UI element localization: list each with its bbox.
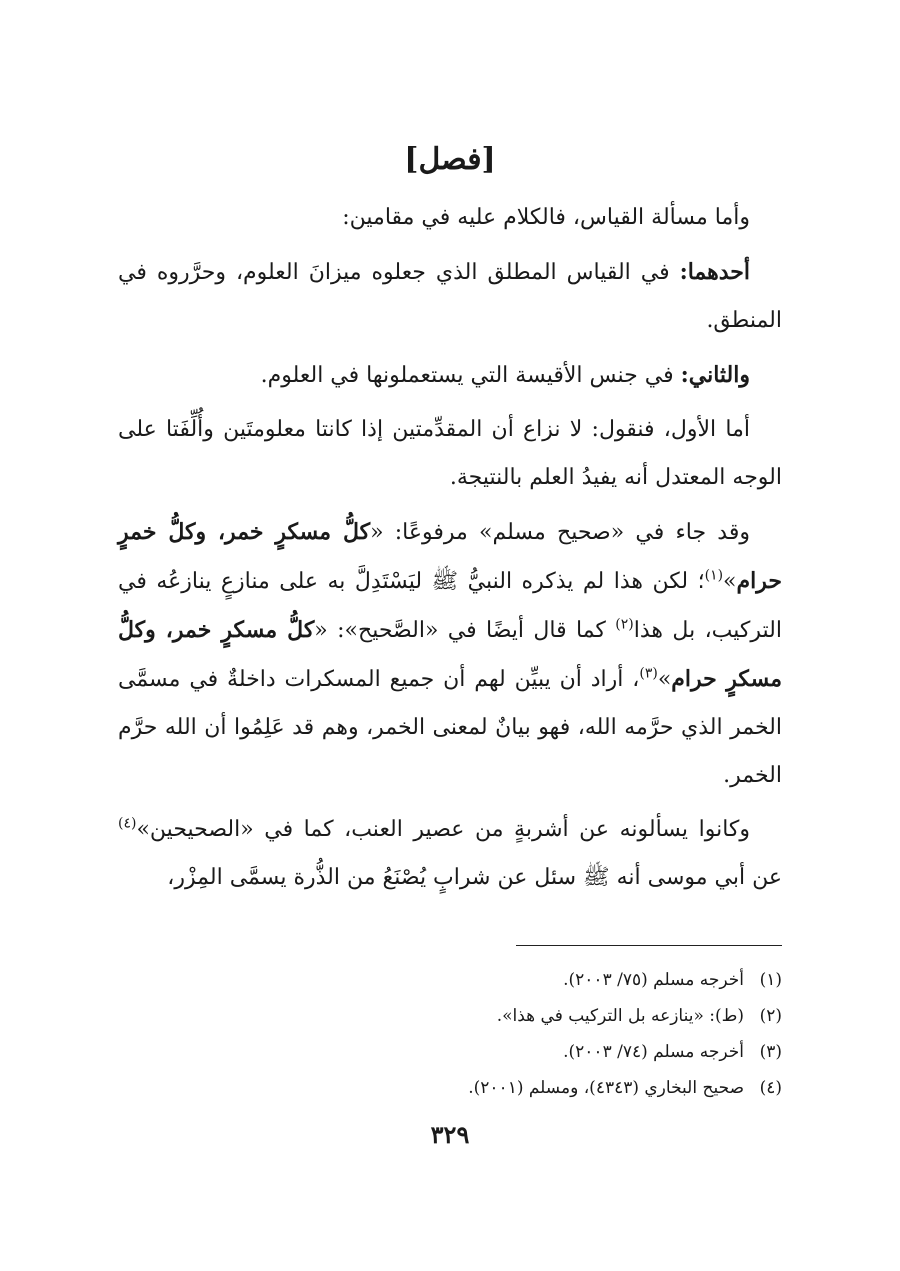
footnote-1 [118,962,782,998]
paragraph-1 [118,194,782,242]
hadith-quote-2: كلُّ مسكرٍ خمر، وكلُّ مسكرٍ حرام [118,617,782,692]
footnote-4-text: صحيح البخاري (٤٣٤٣)، ومسلم (٢٠٠١). [468,1078,744,1098]
paragraph-5-text-a: وقد جاء في «صحيح مسلم» مرفوعًا: « [370,520,750,545]
paragraph-6-text-a: وكانوا يسألونه عن أشربةٍ من عصير العنب، كما في «الصحيحين» [136,817,750,842]
paragraph-2-text: في القياس المطلق الذي جعلوه ميزانَ العلوم، وحرَّروه في المنطق. [118,260,782,333]
footnote-2-text: (ط): «ينازعه بل التركيب في هذا». [496,1006,744,1026]
paragraph-6 [118,806,782,902]
paragraph-4-text: أما الأول، فنقول: لا نزاع أن المقدِّمتين إذا كانتا معلومتَين وأُلِّفَتا على الوجه المعتدل أنه يفيدُ العلم بالنتيجة. [118,417,782,490]
footnote-2 [118,998,782,1034]
paragraph-1-text: وأما مسألة القياس، فالكلام عليه في مقامين: [342,205,750,230]
paragraph-5-text-f: ، أراد أن يبيِّن لهم أن جميع المسكرات داخلةٌ في مسمَّى الخمر الذي حرَّمه الله، فهو بيانٌ لمعنى الخمر، وهم قد عَلِمُوا أن الله حرَّم الخمر. [118,667,782,788]
footnote-ref-3[interactable]: (٣) [639,665,658,682]
paragraph-5-text-e: » [657,667,672,692]
paragraph-3-text: في جنس الأقيسة التي يستعملونها في العلوم. [260,363,681,388]
paragraph-6-text-b: عن أبي موسى أنه ﷺ سئل عن شرابٍ يُصْنَعُ من الذُّرة يسمَّى المِزْر، [167,865,782,890]
footnote-2-number: (٢) [759,1006,782,1026]
footnote-ref-2[interactable]: (٢) [615,616,634,633]
footnote-1-number: (١) [759,970,782,990]
page-body [118,140,782,908]
footnote-3-number: (٣) [759,1042,782,1062]
footnote-3-text: أخرجه مسلم (٧٤/ ٢٠٠٣). [563,1042,744,1062]
paragraph-3-lead: والثاني: [680,362,750,388]
footnotes [118,962,782,1106]
footnote-1-text: أخرجه مسلم (٧٥/ ٢٠٠٣). [563,970,744,990]
section-title: [فصل] [404,142,496,177]
footnote-ref-4[interactable]: (٤) [118,815,137,832]
footnote-ref-1[interactable]: (١) [704,567,724,584]
paragraph-5-text-b: » [723,569,737,594]
paragraph-5-text-d: كما قال أيضًا في «الصَّحيح»: « [314,618,616,643]
footnote-divider [516,945,782,946]
paragraph-4 [118,406,782,502]
page-number: ٣٢٩ [430,1120,470,1149]
footnote-4-number: (٤) [759,1078,782,1098]
paragraph-5-text-c: ؛ لكن هذا لم يذكره النبيُّ ﷺ ليَسْتَدِلَّ به على منازعٍ ينازعُه في التركيب، بل هذا [118,569,782,643]
footnote-4 [118,1070,782,1106]
paragraph-3 [118,351,782,400]
paragraph-5 [118,508,782,800]
paragraph-2 [118,248,782,345]
paragraph-2-lead: أحدهما: [679,259,750,285]
footnote-3 [118,1034,782,1070]
hadith-quote-1: كلُّ مسكرٍ خمر، وكلُّ خمرٍ حرام [118,519,782,594]
